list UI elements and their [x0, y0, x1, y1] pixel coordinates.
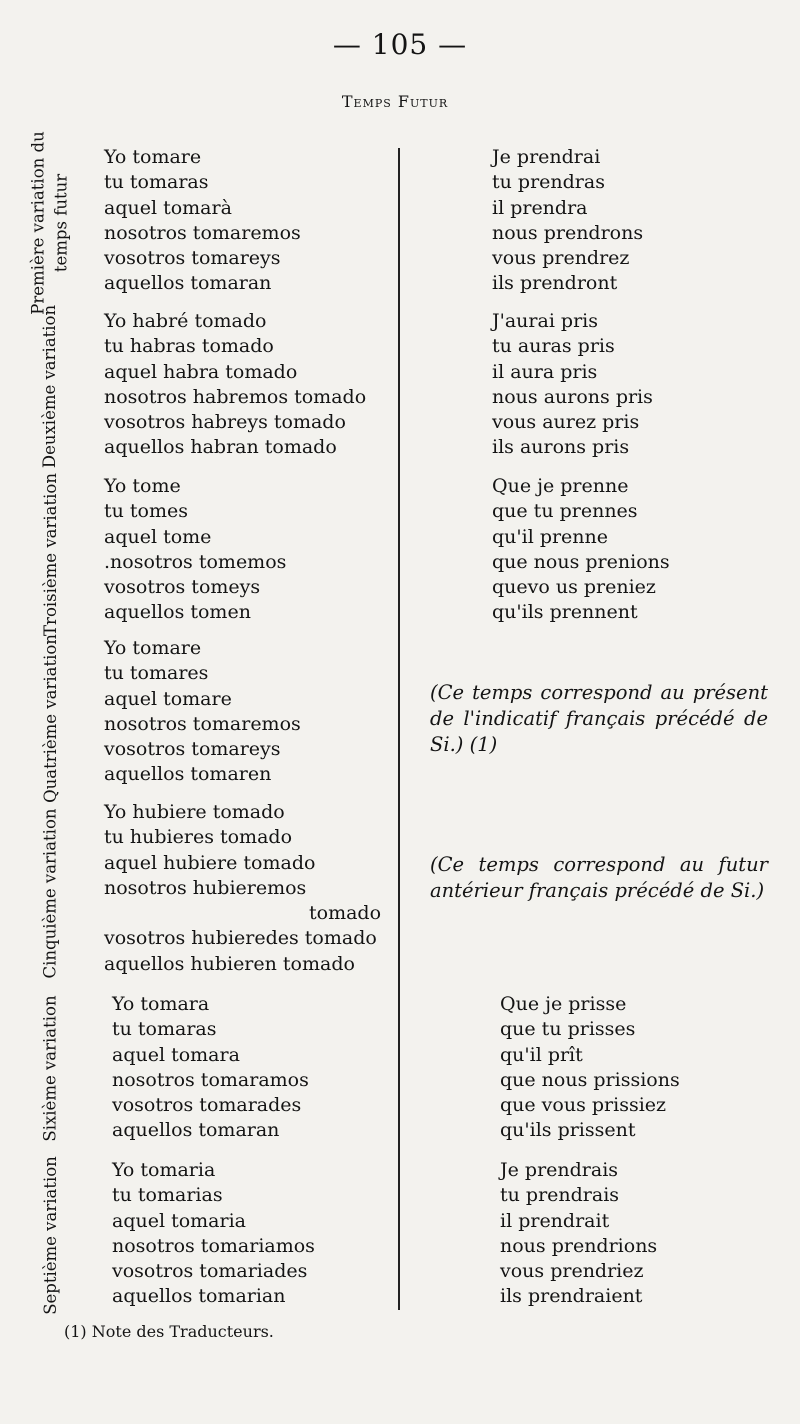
spanish-line: tu tomes [104, 500, 188, 523]
spanish-line: aquel habra tomado [104, 360, 298, 383]
variation-label-line: Septième variation [40, 1155, 60, 1315]
spanish-line: vosotros tomareys [104, 738, 281, 761]
footnote: (1) Note des Traducteurs. [64, 1322, 274, 1341]
spanish-line: Yo tomaria [112, 1159, 216, 1181]
french-line: il aura pris [492, 360, 598, 383]
french-line: tu prendras [492, 171, 605, 194]
spanish-conjugation [104, 309, 366, 461]
french-conjugation [492, 145, 643, 297]
spanish-line: tu tomarias [112, 1184, 223, 1207]
french-line: il prendra [492, 196, 588, 219]
spanish-conjugation [104, 636, 301, 788]
variation-label-line: Deuxième variation [40, 304, 60, 468]
french-line: ils prendront [492, 272, 618, 295]
french-line: tu prendrais [500, 1184, 620, 1207]
spanish-line: aquel tomare [104, 687, 232, 710]
french-line: il prendrait [500, 1209, 610, 1232]
spanish-line: Yo tomare [104, 146, 202, 168]
spanish-line: nosotros tomaremos [104, 221, 301, 244]
spanish-line: tu tomares [104, 662, 209, 685]
variation-label [10, 633, 90, 803]
spanish-line: aquel tomarà [104, 196, 232, 219]
spanish-line: Yo habré tomado [104, 310, 267, 332]
french-line: nous prendrions [500, 1234, 658, 1257]
french-line: vous prendrez [492, 247, 630, 270]
spanish-line: aquellos tomarian [112, 1285, 286, 1308]
french-line: vous aurez pris [492, 411, 640, 434]
french-line: que tu prisses [500, 1018, 636, 1041]
french-line: qu'il prenne [492, 525, 609, 548]
french-line: qu'ils prissent [500, 1119, 636, 1142]
spanish-line: aquellos hubieren tomado [104, 952, 355, 975]
variation-label [10, 802, 90, 984]
spanish-line: Yo hubiere tomado [104, 801, 285, 823]
variation-label-line: Troisième variation [40, 472, 60, 636]
french-line: quevo us preniez [492, 576, 656, 599]
spanish-line: vosotros tomariades [112, 1260, 308, 1283]
french-line: Que je prenne [492, 475, 629, 497]
french-line: nous prendrons [492, 221, 644, 244]
french-line: ils aurons pris [492, 436, 630, 459]
spanish-line: nosotros tomaremos [104, 712, 301, 735]
variation-label [10, 131, 90, 315]
variation-label-line: temps futur [52, 173, 71, 273]
variation-label [10, 1155, 90, 1315]
french-line: que nous prissions [500, 1068, 680, 1091]
spanish-line: aquellos habran tomado [104, 436, 337, 459]
spanish-line: aquellos tomen [104, 601, 251, 624]
french-conjugation [500, 992, 680, 1144]
french-line: Je prendrais [500, 1159, 619, 1181]
page-number: — 105 — [332, 28, 468, 61]
spanish-line: tu tomaras [104, 171, 209, 194]
spanish-line: tomado [309, 902, 382, 925]
spanish-line: aquel hubiere tomado [104, 851, 316, 874]
french-line: nous aurons pris [492, 385, 653, 408]
spanish-line: .nosotros tomemos [104, 550, 287, 573]
variation-label-line: Quatrième variation [40, 633, 60, 803]
spanish-line: Yo tome [104, 475, 181, 497]
spanish-line: nosotros hubieremos [104, 876, 307, 899]
variation-label [10, 992, 90, 1144]
french-conjugation [500, 1158, 657, 1310]
spanish-line: nosotros habremos tomado [104, 385, 367, 408]
french-line: que tu prennes [492, 500, 638, 523]
french-line: que vous prissiez [500, 1094, 667, 1117]
french-line: que nous prenions [492, 550, 670, 573]
spanish-line: aquel tomaria [112, 1209, 246, 1232]
spanish-conjugation [112, 1158, 315, 1310]
french-line: tu auras pris [492, 335, 615, 358]
french-line: ils prendraient [500, 1285, 643, 1308]
spanish-line: vosotros hubieredes tomado [104, 927, 377, 950]
spanish-conjugation [104, 474, 286, 626]
spanish-conjugation [112, 992, 309, 1144]
variation-label-line: Cinquième variation [40, 807, 60, 979]
french-line: vous prendriez [500, 1260, 644, 1283]
spanish-line: vosotros tomareys [104, 247, 281, 270]
spanish-line: aquellos tomaran [112, 1119, 280, 1142]
translation-note: (Ce temps correspond au futur antérieur français précédé de Si.) [430, 853, 768, 902]
spanish-line: tu tomaras [112, 1018, 217, 1041]
spanish-line: nosotros tomariamos [112, 1234, 315, 1257]
variation-label [10, 304, 90, 468]
variation-label-line: Première variation du [29, 131, 48, 315]
french-line: Je prendrai [492, 146, 601, 168]
french-line: qu'ils prennent [492, 601, 638, 624]
french-line: Que je prisse [500, 993, 627, 1015]
spanish-line: vosotros habreys tomado [104, 411, 346, 434]
spanish-line: vosotros tomeys [104, 576, 261, 599]
spanish-line: tu hubieres tomado [104, 826, 293, 849]
spanish-line: Yo tomare [104, 637, 202, 659]
french-conjugation [492, 474, 670, 626]
french-line: J'aurai pris [492, 310, 599, 332]
spanish-conjugation [104, 800, 381, 977]
french-line: qu'il prît [500, 1043, 583, 1066]
french-conjugation [492, 309, 653, 461]
spanish-line: aquellos tomaren [104, 763, 272, 786]
spanish-line: aquel tome [104, 525, 212, 548]
variation-label [10, 472, 90, 636]
spanish-line: nosotros tomaramos [112, 1068, 309, 1091]
spanish-conjugation [104, 145, 301, 297]
spanish-line: tu habras tomado [104, 335, 274, 358]
spanish-line: vosotros tomarades [112, 1094, 302, 1117]
spanish-line: aquellos tomaran [104, 272, 272, 295]
section-title: Temps Futur [341, 92, 449, 111]
spanish-line: Yo tomara [112, 993, 210, 1015]
variation-label-line: Sixième variation [40, 994, 60, 1142]
translation-note: (Ce temps correspond au présent de l'indicatif français précédé de Si.) (1) [430, 681, 768, 756]
column-divider [398, 148, 400, 1310]
spanish-line: aquel tomara [112, 1043, 240, 1066]
